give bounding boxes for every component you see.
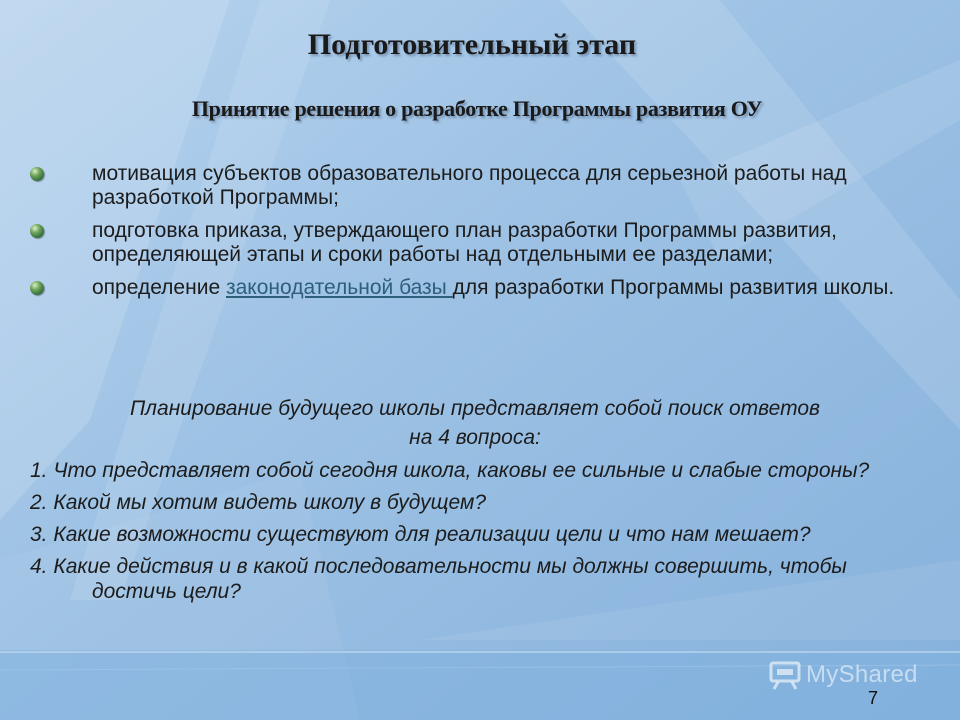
green-sphere-bullet-icon — [30, 167, 44, 181]
planning-intro-line2: на 4 вопроса: — [409, 426, 541, 449]
legislative-base-link[interactable]: законодательной базы — [225, 276, 453, 299]
page-number: 7 — [868, 688, 879, 708]
bullet-text: мотивация субъектов образовательного процесса для серьезной работы над разработкой Программы; — [92, 162, 847, 209]
green-sphere-bullet-icon — [30, 281, 44, 295]
question-item: 2. Какой мы хотим видеть школу в будущем? — [30, 491, 487, 514]
planning-intro-line1: Планирование будущего школы представляет собой поиск ответов — [129, 397, 821, 420]
question-list — [30, 458, 930, 611]
slide-subtitle: Принятие решения о разработке Программы развития ОУ — [191, 96, 763, 121]
green-sphere-bullet-icon — [30, 224, 44, 238]
bullet-text: подготовка приказа, утверждающего план разработки Программы развития, определяющей этапы и сроки работы над отдельными ее разделами; — [92, 219, 837, 266]
bullet-item — [30, 219, 930, 267]
bullet-list — [30, 162, 930, 309]
bullet-text-after: для разработки Программы развития школы. — [452, 276, 895, 299]
myshared-watermark — [768, 660, 918, 690]
presentation-board-icon — [768, 660, 802, 690]
question-item: 3. Какие возможности существуют для реализации цели и что нам мешает? — [30, 523, 811, 546]
slide-title: Подготовительный этап — [307, 28, 637, 61]
question-item: 4. Какие действия и в какой последовательности мы должны совершить, чтобы достичь цели? — [30, 555, 847, 603]
watermark-text: MyShared — [806, 661, 918, 688]
bullet-text-before: определение — [92, 276, 226, 299]
planning-intro — [90, 394, 860, 452]
bullet-item — [30, 162, 930, 210]
bullet-item — [30, 276, 930, 300]
question-item: 1. Что представляет собой сегодня школа, каковы ее сильные и слабые стороны? — [30, 459, 870, 482]
